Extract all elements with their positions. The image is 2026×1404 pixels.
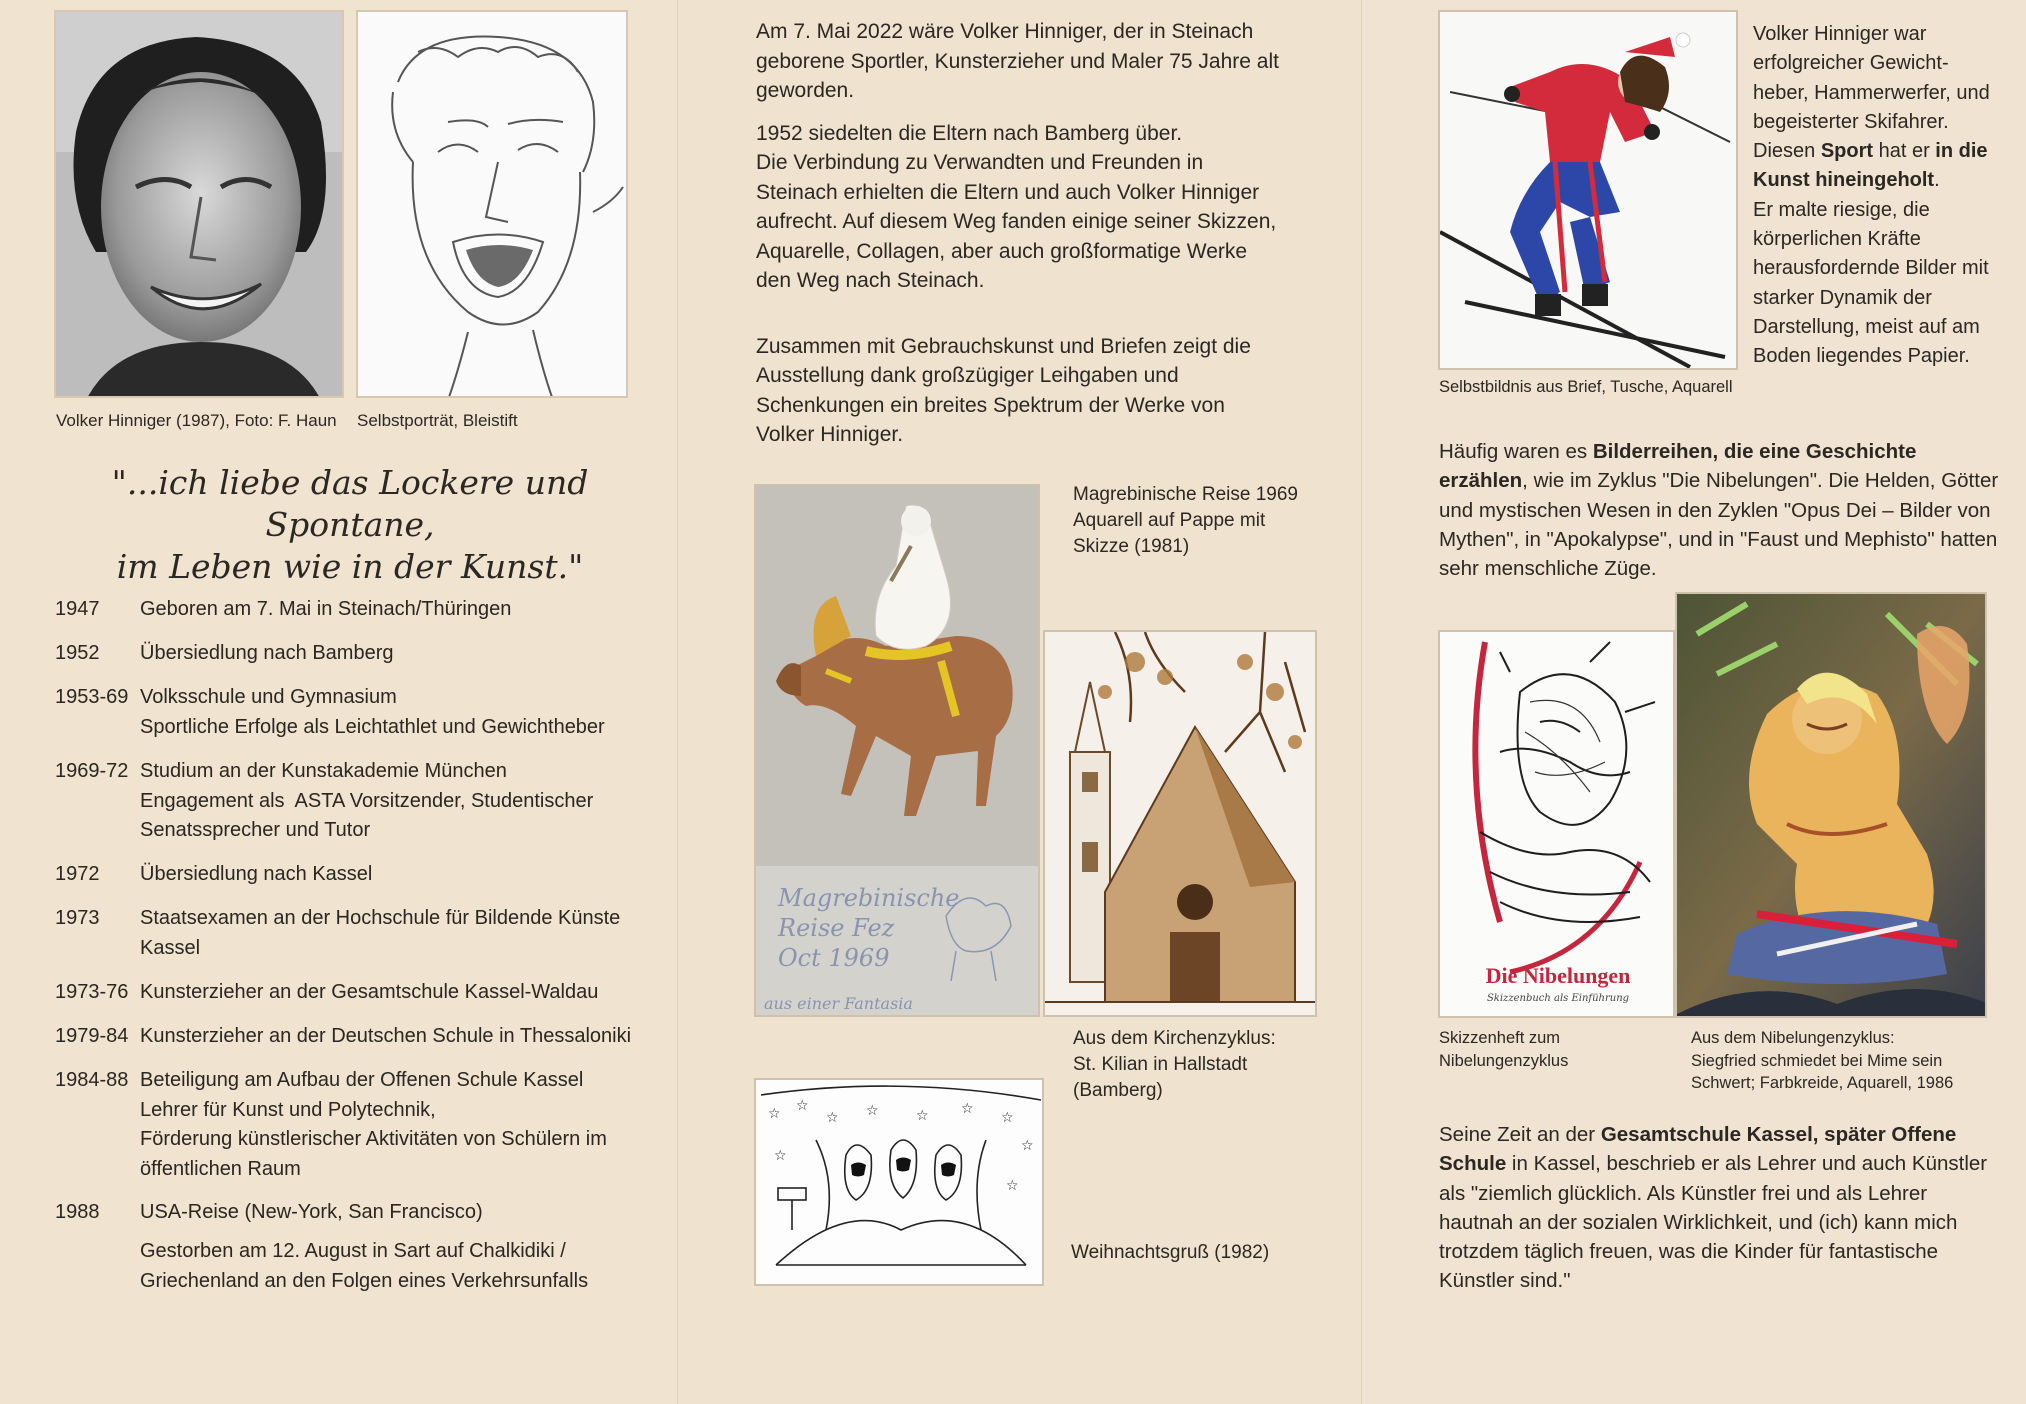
series-text <box>1439 437 2005 583</box>
sport-text-bold: in die Kunst hineingeholt <box>1753 140 1988 192</box>
siegfried-painting <box>1675 592 1987 1018</box>
timeline-line: Kassel <box>140 936 201 959</box>
church-caption <box>1073 1026 1276 1104</box>
timeline-line: Engagement als ASTA Vorsitzender, Studentischer <box>140 789 594 812</box>
star-icon: ☆ <box>1001 1110 1014 1126</box>
skier-selfportrait <box>1438 10 1738 370</box>
timeline-year: 1952 <box>55 642 100 664</box>
siegfried-caption <box>1691 1027 1953 1095</box>
timeline-year: 1953-69 <box>55 686 129 708</box>
star-icon: ☆ <box>796 1098 809 1114</box>
star-icon: ☆ <box>961 1101 974 1117</box>
selfportrait-sketch <box>356 10 628 398</box>
timeline-row <box>55 904 655 964</box>
caption-line: Aus dem Kirchenzyklus: <box>1073 1028 1276 1049</box>
timeline-row <box>55 1198 655 1228</box>
christmas-greeting-drawing <box>754 1078 1044 1286</box>
timeline-row <box>55 683 655 743</box>
series-text-part: , wie im Zyklus "Die Nibelungen". Die Helden, Götter und mystischen Wesen in den Zyklen "Opus Dei – Bilder von Mythen", in "Apokalypse", und in "Faust und Mephisto" hatten sehr menschliche Züge. <box>1439 469 1999 581</box>
star-icon: ☆ <box>826 1110 839 1126</box>
timeline-year: 1973 <box>55 907 100 929</box>
portrait-photo <box>54 10 344 398</box>
timeline-text <box>140 978 655 1008</box>
intro-paragraph-2 <box>756 119 1286 296</box>
timeline-line: Griechenland an den Folgen eines Verkehrsunfalls <box>140 1269 589 1292</box>
timeline-year: 1973-76 <box>55 981 129 1003</box>
timeline-line: Sportliche Erfolge als Leichtathlet und Gewichtheber <box>140 715 605 738</box>
timeline-line: Beteiligung am Aufbau der Offenen Schule Kassel <box>140 1069 584 1091</box>
sport-text-part: Volker Hinniger war erfolgreicher Gewicht-heber, Hammerwerfer, und begeisterter Skifahrer. Diesen <box>1753 23 1990 163</box>
caption-line: St. Kilian in Hallstadt <box>1073 1054 1248 1075</box>
star-icon: ☆ <box>1006 1178 1019 1194</box>
sport-text-part: . <box>1934 169 1940 192</box>
horse-sketch-label-2: Reise Fez <box>778 914 895 942</box>
timeline-row <box>55 595 655 625</box>
timeline-year: 1988 <box>55 1201 100 1223</box>
intro-paragraph-1: Am 7. Mai 2022 wäre Volker Hinniger, der in Steinach geborene Sportler, Kunsterzieher und Maler 75 Jahre alt geworden. <box>756 20 1279 102</box>
series-text-bold: Bilderreihen, die eine Geschichte erzählen <box>1439 440 1917 493</box>
nibelungen-subtitle: Skizzenbuch als Einführung <box>1486 993 1630 1004</box>
timeline-text <box>140 1198 655 1228</box>
timeline-line: Gestorben am 12. August in Sart auf Chalkidiki / <box>140 1240 566 1262</box>
school-text-part: in Kassel, beschrieb er als Lehrer und auch Künstler als "ziemlich glücklich. Als Künstler frei und als Lehrer hautnah an der sozialen Wirklichkeit, und (ich) kann mich trotzdem täglich freuen, was die Kinder für fantastische Künstler sind." <box>1439 1152 1988 1293</box>
intro-paragraph-2a: 1952 siedelten die Eltern nach Bamberg über. <box>756 121 1183 145</box>
intro-paragraph-3: Zusammen mit Gebrauchskunst und Briefen zeigt die Ausstellung dank großzügiger Leihgaben und Schenkungen ein breites Spektrum der Werke von Volker Hinniger. <box>756 334 1251 446</box>
star-icon: ☆ <box>866 1103 879 1119</box>
christmas-caption: Weihnachtsgruß (1982) <box>1071 1242 1270 1263</box>
timeline-text <box>140 683 655 742</box>
timeline-year: 1947 <box>55 598 100 620</box>
timeline-line: Kunsterzieher an der Deutschen Schule in Thessaloniki <box>140 1025 632 1047</box>
star-icon: ☆ <box>1021 1138 1034 1154</box>
sport-text-part: hat er <box>1873 140 1936 163</box>
left-panel <box>0 0 677 1404</box>
caption-line: Schwert; Farbkreide, Aquarell, 1986 <box>1691 1074 1954 1092</box>
horse-sketch-label-1: Magrebinische <box>778 884 960 912</box>
siegfried-painting-image <box>1677 594 1987 1018</box>
school-text-part: Seine Zeit an der <box>1439 1123 1601 1146</box>
timeline-row <box>55 757 655 847</box>
star-icon: ☆ <box>774 1148 787 1164</box>
intro-text <box>756 17 1286 463</box>
timeline-line: Lehrer für Kunst und Polytechnik, <box>140 1098 436 1121</box>
school-text <box>1439 1120 1999 1296</box>
sport-text <box>1753 20 2003 372</box>
timeline-line: öffentlichen Raum <box>140 1157 301 1180</box>
sketchbook-caption <box>1439 1027 1568 1072</box>
middle-panel <box>678 0 1361 1404</box>
timeline-year: 1984-88 <box>55 1069 129 1091</box>
timeline-line: Kunsterzieher an der Gesamtschule Kassel-Waldau <box>140 981 599 1003</box>
timeline-text <box>140 1237 655 1296</box>
selfportrait-sketch-image <box>358 12 628 398</box>
quote-line-2: im Leben wie in der Kunst." <box>116 547 584 586</box>
school-text-bold: Gesamtschule Kassel, später Offene Schule <box>1439 1123 1957 1176</box>
skier-caption: Selbstbildnis aus Brief, Tusche, Aquarell <box>1439 378 1733 396</box>
selfportrait-caption: Selbstporträt, Bleistift <box>357 411 518 430</box>
caption-line: Aus dem Nibelungenzyklus: <box>1691 1029 1895 1047</box>
timeline-line: Geboren am 7. Mai in Steinach/Thüringen <box>140 598 512 620</box>
timeline-line: Senatssprecher und Tutor <box>140 819 371 841</box>
timeline-row <box>55 1022 655 1052</box>
caption-line: Magrebinische Reise 1969 <box>1073 484 1298 505</box>
timeline-row <box>55 1237 655 1297</box>
intro-paragraph-2b: Die Verbindung zu Verwandten und Freunden in Steinach erhielten die Eltern und auch Volker Hinniger aufrecht. Auf diesem Weg fanden einige seiner Skizzen, Aquarelle, Collagen, aber auch großformatige Werke den Weg nach Steinach. <box>756 151 1277 292</box>
timeline-line: Übersiedlung nach Bamberg <box>140 642 394 664</box>
timeline-line: USA-Reise (New-York, San Francisco) <box>140 1201 483 1223</box>
horse-sketch-sublabel: aus einer Fantasia <box>764 994 913 1013</box>
timeline-text <box>140 757 655 846</box>
church-watercolor <box>1043 630 1317 1017</box>
timeline-year: 1972 <box>55 863 100 885</box>
timeline-row <box>55 860 655 890</box>
timeline-text <box>140 1022 655 1052</box>
sport-text-paragraph-2: Er malte riesige, die körperlichen Kräfte herausfordernde Bilder mit starker Dynamik der Darstellung, meist auf am Boden liegendes Papier. <box>1753 198 1989 368</box>
timeline-line: Volksschule und Gymnasium <box>140 686 397 708</box>
series-text-part: Häufig waren es <box>1439 440 1593 463</box>
christmas-greeting-image <box>756 1080 1044 1286</box>
quote-line-1: "...ich liebe das Lockere und Spontane, <box>111 463 589 544</box>
timeline-text <box>140 860 655 890</box>
horse-sketch-label-3: Oct 1969 <box>778 944 890 972</box>
star-icon: ☆ <box>768 1106 781 1122</box>
right-panel <box>1362 0 2026 1404</box>
horse-watercolor <box>754 484 1040 1017</box>
timeline-year: 1969-72 <box>55 760 129 782</box>
nibelungen-sketchbook <box>1438 630 1675 1018</box>
horse-watercolor-image <box>756 486 1040 1017</box>
timeline-row <box>55 1066 655 1186</box>
caption-line: Skizze (1981) <box>1073 536 1190 557</box>
timeline-row <box>55 978 655 1008</box>
timeline-text <box>140 904 655 963</box>
caption-line: Skizzenheft zum <box>1439 1029 1561 1047</box>
artist-quote <box>60 462 640 588</box>
timeline-row <box>55 639 655 669</box>
timeline-text <box>140 1066 655 1184</box>
sport-text-bold: Sport <box>1820 140 1874 163</box>
church-watercolor-image <box>1045 632 1317 1017</box>
horse-caption <box>1073 482 1298 560</box>
timeline-text <box>140 595 655 625</box>
portrait-photo-image <box>56 12 344 398</box>
timeline-text <box>140 639 655 669</box>
skier-selfportrait-image <box>1440 12 1738 370</box>
caption-line: Nibelungenzyklus <box>1439 1051 1569 1070</box>
photo-caption: Volker Hinniger (1987), Foto: F. Haun <box>56 411 337 430</box>
timeline-line: Übersiedlung nach Kassel <box>140 863 373 885</box>
timeline-line: Förderung künstlerischer Aktivitäten von Schülern im <box>140 1128 607 1150</box>
nibelungen-title: Die Nibelungen <box>1485 963 1631 988</box>
star-icon: ☆ <box>916 1108 929 1124</box>
nibelungen-sketchbook-image <box>1440 632 1675 1018</box>
caption-line: Aquarell auf Pappe mit <box>1073 510 1266 531</box>
timeline-line: Studium an der Kunstakademie München <box>140 760 507 782</box>
caption-line: Siegfried schmiedet bei Mime sein <box>1691 1051 1943 1070</box>
timeline-year: 1979-84 <box>55 1025 129 1047</box>
caption-line: (Bamberg) <box>1073 1080 1163 1101</box>
timeline-line: Staatsexamen an der Hochschule für Bildende Künste <box>140 907 621 929</box>
